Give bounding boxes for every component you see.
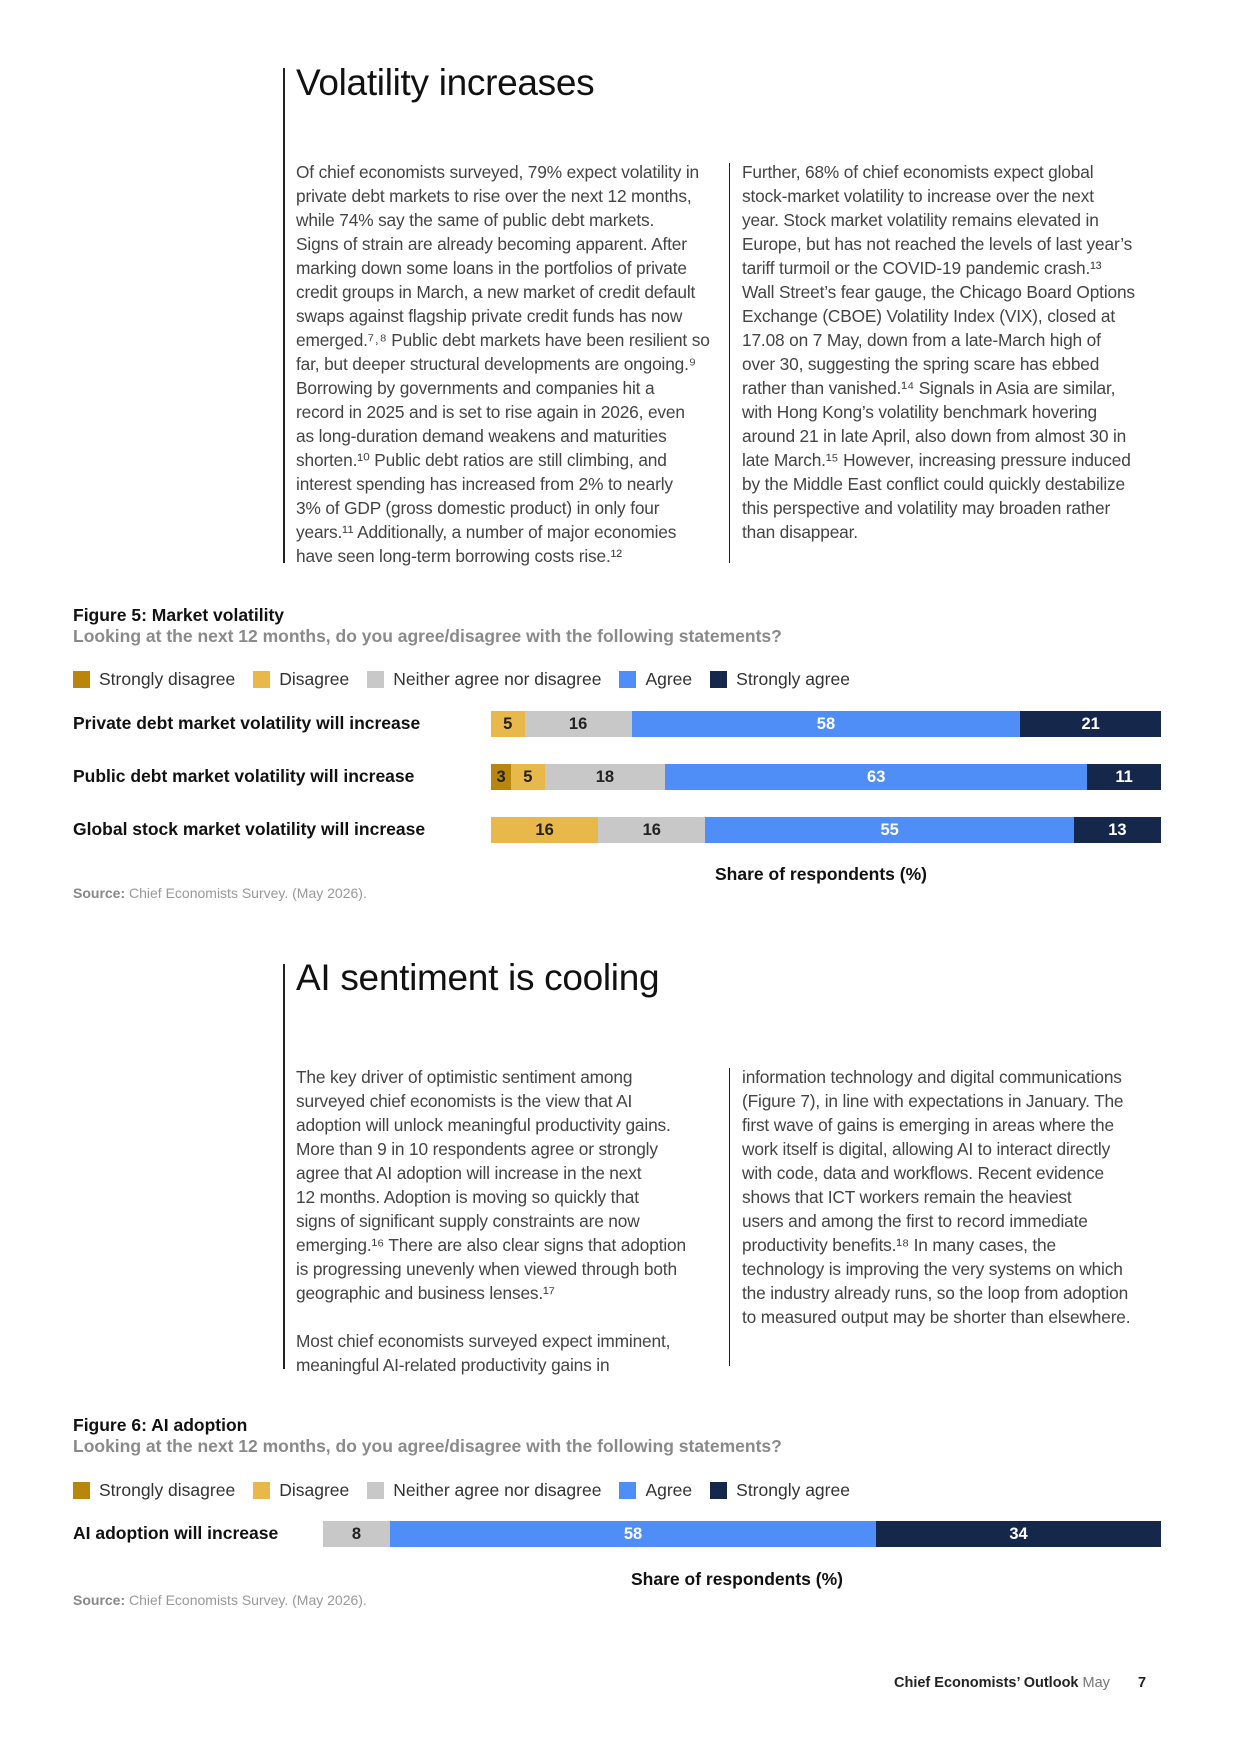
section2-col1-line: [296, 1305, 686, 1329]
section2-col1-line: The key driver of optimistic sentiment among: [296, 1067, 633, 1087]
footer-month: May: [1082, 1675, 1110, 1691]
bar-row: [323, 1521, 1161, 1547]
legend-item: [73, 1480, 235, 1501]
section2-col1-line: is progressing unevenly when viewed through both: [296, 1259, 677, 1279]
section1-col2-line: year. Stock market volatility remains elevated in: [742, 210, 1099, 230]
bar-segment: 5: [491, 711, 525, 737]
bar-row: [491, 817, 1161, 843]
section2-col2-line: work itself is digital, allowing AI to interact directly: [742, 1139, 1111, 1159]
legend-item: [73, 669, 235, 690]
bar-segment: 16: [525, 711, 632, 737]
legend-swatch: [367, 671, 384, 688]
legend-label: Strongly agree: [736, 669, 850, 689]
section1-col2-line: by the Middle East conflict could quickly destabilize: [742, 474, 1125, 494]
category-label: Private debt market volatility will increase: [73, 713, 421, 733]
legend-item: [253, 669, 349, 690]
legend-swatch: [73, 1482, 90, 1499]
figure5-legend: [73, 669, 868, 690]
section1-column-2: [742, 160, 1135, 544]
figure6-axis-label: Share of respondents (%): [631, 1569, 843, 1589]
section2-col2-line: to measured output may be shorter than elsewhere.: [742, 1307, 1131, 1327]
legend-label: Neither agree nor disagree: [393, 669, 602, 689]
legend-swatch: [253, 1482, 270, 1499]
source-label: Source:: [73, 885, 126, 901]
section2-col2-line: first wave of gains is emerging in areas where the: [742, 1115, 1114, 1135]
bar-segment: 16: [491, 817, 598, 843]
bar-segment: 16: [598, 817, 705, 843]
section1-col2-line: this perspective and volatility may broaden rather: [742, 498, 1111, 518]
section2-col2-line: (Figure 7), in line with expectations in January. The: [742, 1091, 1124, 1111]
bar-segment: 34: [876, 1521, 1161, 1547]
legend-label: Strongly disagree: [99, 669, 236, 689]
bar-row: [491, 764, 1161, 790]
section1-col1-line: swaps against flagship private credit funds has now: [296, 306, 683, 326]
section2-col1-line: agree that AI adoption will increase in the next: [296, 1163, 642, 1183]
section1-col1-line: interest spending has increased from 2% to nearly: [296, 474, 673, 494]
figure6-legend: [73, 1480, 868, 1501]
section2-col1-line: Most chief economists surveyed expect imminent,: [296, 1331, 671, 1351]
bar-segment: 8: [323, 1521, 390, 1547]
section2-col1-line: 12 months. Adoption is moving so quickly that: [296, 1187, 639, 1207]
section2-col1-line: More than 9 in 10 respondents agree or strongly: [296, 1139, 658, 1159]
bar-row: [491, 711, 1161, 737]
section2-column-1: [296, 1065, 686, 1377]
legend-label: Neither agree nor disagree: [393, 1480, 602, 1500]
section1-col2-line: Wall Street’s fear gauge, the Chicago Board Options: [742, 282, 1135, 302]
legend-swatch: [619, 671, 636, 688]
bar-segment: 18: [545, 764, 666, 790]
section1-col1-line: Signs of strain are already becoming apparent. After: [296, 234, 687, 254]
section1-col1-line: as long-duration demand weakens and maturities: [296, 426, 667, 446]
figure6-subtitle: Looking at the next 12 months, do you agree/disagree with the following statements?: [73, 1436, 782, 1456]
section2-col2-line: shows that ICT workers remain the heaviest: [742, 1187, 1072, 1207]
category-label: AI adoption will increase: [73, 1523, 279, 1543]
legend-item: [710, 669, 850, 690]
figure5-subtitle: Looking at the next 12 months, do you agree/disagree with the following statements?: [73, 626, 782, 646]
footer-title: Chief Economists’ Outlook: [894, 1675, 1079, 1691]
legend-label: Disagree: [279, 669, 350, 689]
section1-col2-line: 17.08 on 7 May, down from a late-March high of: [742, 330, 1101, 350]
column-divider: [729, 163, 730, 563]
legend-item: [619, 1480, 692, 1501]
bar-segment: 13: [1074, 817, 1161, 843]
section1-col2-line: Exchange (CBOE) Volatility Index (VIX), closed at: [742, 306, 1116, 326]
bar-segment: 63: [665, 764, 1087, 790]
section-rule: [283, 964, 285, 1369]
section2-col1-line: emerging.¹⁶ There are also clear signs that adoption: [296, 1235, 686, 1255]
section1-col1-line: credit groups in March, a new market of credit default: [296, 282, 696, 302]
section2-col1-line: signs of significant supply constraints are now: [296, 1211, 640, 1231]
legend-item: [253, 1480, 349, 1501]
legend-swatch: [73, 671, 90, 688]
section1-col2-line: around 21 in late April, also down from almost 30 in: [742, 426, 1127, 446]
section1-col1-line: while 74% say the same of public debt markets.: [296, 210, 655, 230]
figure5-title: Figure 5: Market volatility: [73, 605, 285, 625]
section-title-volatility: Volatility increases: [296, 62, 595, 103]
bar-segment: 5: [511, 764, 545, 790]
section2-col1-line: surveyed chief economists is the view that AI: [296, 1091, 633, 1111]
legend-swatch: [253, 671, 270, 688]
section2-col1-line: geographic and business lenses.¹⁷: [296, 1283, 555, 1303]
section1-col2-line: rather than vanished.¹⁴ Signals in Asia are similar,: [742, 378, 1116, 398]
column-divider: [729, 1068, 730, 1366]
bar-segment: 58: [390, 1521, 876, 1547]
section2-col2-line: information technology and digital communications: [742, 1067, 1122, 1087]
section1-col1-line: years.¹¹ Additionally, a number of major economies: [296, 522, 677, 542]
legend-item: [710, 1480, 850, 1501]
source-text: Chief Economists Survey. (May 2026).: [129, 885, 367, 901]
bar-segment: 21: [1020, 711, 1161, 737]
section1-col2-line: than disappear.: [742, 522, 858, 542]
section2-col2-line: the industry already runs, so the loop from adoption: [742, 1283, 1129, 1303]
section1-col2-line: Further, 68% of chief economists expect global: [742, 162, 1094, 182]
section1-column-1: [296, 160, 710, 568]
legend-item: [367, 1480, 601, 1501]
section2-col2-line: with code, data and workflows. Recent evidence: [742, 1163, 1104, 1183]
section2-col2-line: users and among the first to record immediate: [742, 1211, 1088, 1231]
legend-label: Agree: [645, 669, 693, 689]
section1-col2-line: over 30, suggesting the spring scare has ebbed: [742, 354, 1100, 374]
legend-item: [619, 669, 692, 690]
source-text: Chief Economists Survey. (May 2026).: [129, 1592, 367, 1608]
page-number: 7: [1137, 1675, 1147, 1691]
section1-col2-line: late March.¹⁵ However, increasing pressure induced: [742, 450, 1131, 470]
category-label: Public debt market volatility will increase: [73, 766, 415, 786]
legend-swatch: [710, 1482, 727, 1499]
figure6-source: [73, 1592, 367, 1608]
section1-col2-line: Europe, but has not reached the levels of last year’s: [742, 234, 1133, 254]
section1-col1-line: record in 2025 and is set to rise again in 2026, even: [296, 402, 685, 422]
bar-segment: 55: [705, 817, 1074, 843]
legend-label: Agree: [645, 1480, 693, 1500]
legend-swatch: [367, 1482, 384, 1499]
section2-col2-line: productivity benefits.¹⁸ In many cases, the: [742, 1235, 1056, 1255]
section-title-ai: AI sentiment is cooling: [296, 957, 660, 998]
category-label: Global stock market volatility will increase: [73, 819, 426, 839]
section1-col1-line: far, but deeper structural developments are ongoing.⁹: [296, 354, 697, 374]
figure5-source: [73, 885, 367, 901]
figure5-axis-label: Share of respondents (%): [715, 864, 927, 884]
section1-col1-line: 3% of GDP (gross domestic product) in only four: [296, 498, 660, 518]
section1-col2-line: with Hong Kong’s volatility benchmark hovering: [742, 402, 1097, 422]
section2-col1-line: meaningful AI-related productivity gains in: [296, 1355, 610, 1375]
page-footer: [894, 1675, 1146, 1691]
legend-swatch: [710, 671, 727, 688]
source-label: Source:: [73, 1592, 126, 1608]
section1-col1-line: emerged.⁷˒⁸ Public debt markets have been resilient so: [296, 330, 710, 350]
section2-col2-line: technology is improving the very systems on which: [742, 1259, 1123, 1279]
section1-col1-line: shorten.¹⁰ Public debt ratios are still climbing, and: [296, 450, 667, 470]
section-rule: [283, 68, 285, 563]
legend-label: Strongly disagree: [99, 1480, 236, 1500]
section1-col1-line: marking down some loans in the portfolios of private: [296, 258, 687, 278]
section1-col2-line: stock-market volatility to increase over the next: [742, 186, 1094, 206]
section1-col1-line: Of chief economists surveyed, 79% expect volatility in: [296, 162, 699, 182]
figure6-title: Figure 6: AI adoption: [73, 1415, 248, 1435]
legend-swatch: [619, 1482, 636, 1499]
section2-col1-line: adoption will unlock meaningful productivity gains.: [296, 1115, 671, 1135]
bar-segment: 3: [491, 764, 511, 790]
bar-segment: 11: [1087, 764, 1161, 790]
legend-label: Strongly agree: [736, 1480, 850, 1500]
legend-label: Disagree: [279, 1480, 350, 1500]
section1-col1-line: have seen long-term borrowing costs rise.¹²: [296, 546, 622, 566]
section2-column-2: [742, 1065, 1130, 1329]
legend-item: [367, 669, 601, 690]
bar-segment: 58: [632, 711, 1021, 737]
section1-col1-line: private debt markets to rise over the next 12 months,: [296, 186, 692, 206]
section1-col2-line: tariff turmoil or the COVID-19 pandemic crash.¹³: [742, 258, 1102, 278]
section1-col1-line: Borrowing by governments and companies hit a: [296, 378, 655, 398]
